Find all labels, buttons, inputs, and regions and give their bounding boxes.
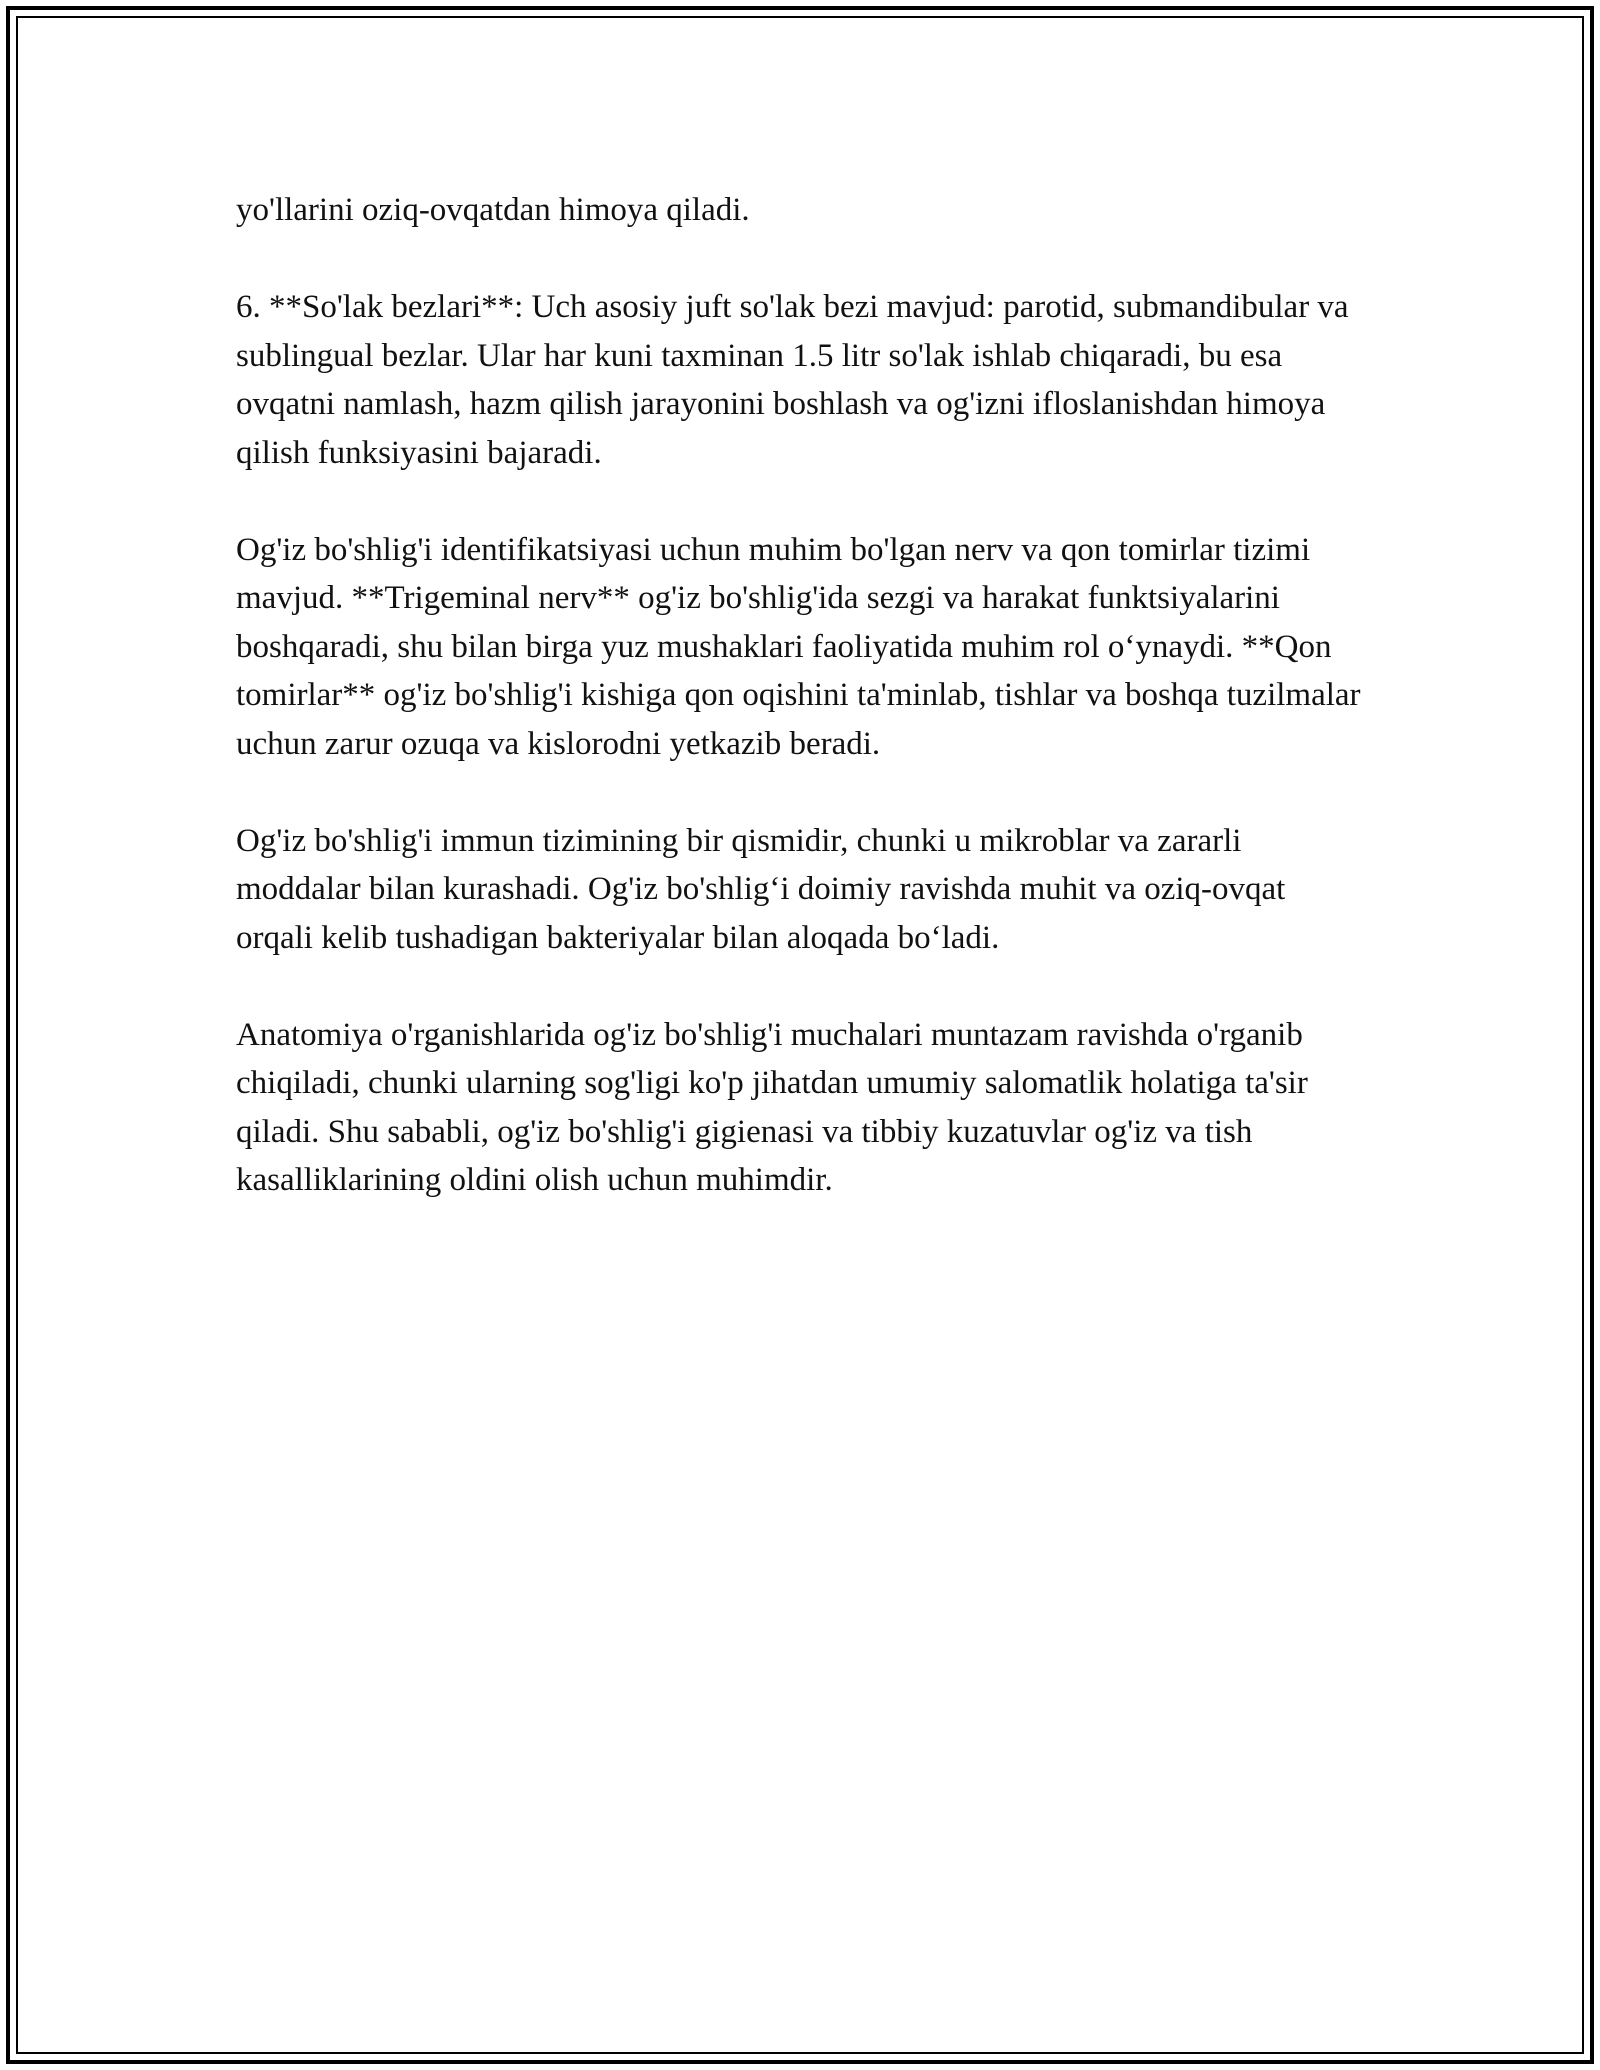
paragraph-nerves-vessels: Og'iz bo'shlig'i identifikatsiyasi uchun muhim bo'lgan nerv va qon tomirlar tizimi mavjud. **Trigeminal nerv** og'iz bo'shlig'ida sezgi va harakat funktsiyalarini boshqaradi, shu bilan birga yuz mushaklari faoliyatida muhim rol o‘ynaydi. **Qon tomirlar** og'iz bo'shlig'i kishiga qon oqishini ta'minlab, tishlar va boshqa tuzilmalar uchun zarur ozuqa va kislorodni yetkazib beradi. xyxy=(236,531,1361,762)
paragraph-intro-continuation: yo'llarini oziq-ovqatdan himoya qiladi. xyxy=(236,192,750,228)
paragraph-salivary-glands: 6. **So'lak bezlari**: Uch asosiy juft so'lak bezi mavjud: parotid, submandibular va sublingual bezlar. Ular har kuni taxminan 1.5 litr so'lak ishlab chiqaradi, bu esa ovqatni namlash, hazm qilish jarayonini boshlash va og'izni ifloslanishdan himoya qilish funksiyasini bajaradi. xyxy=(236,289,1349,471)
paragraph-immune-system: Og'iz bo'shlig'i immun tizimining bir qismidir, chunki u mikroblar va zararli moddalar bilan kurashadi. Og'iz bo'shlig‘i doimiy ravishda muhit va oziq-ovqat orqali kelib tushadigan bakteriyalar bilan aloqada bo‘ladi. xyxy=(236,822,1286,956)
document-body xyxy=(236,186,1366,1253)
paragraph-anatomy-studies: Anatomiya o'rganishlarida og'iz bo'shlig'i muchalari muntazam ravishda o'rganib chiqiladi, chunki ularning sog'ligi ko'p jihatdan umumiy salomatlik holatiga ta'sir qiladi. Shu sababli, og'iz bo'shlig'i gigienasi va tibbiy kuzatuvlar og'iz va tish kasalliklarining oldini olish uchun muhimdir. xyxy=(236,1016,1308,1198)
